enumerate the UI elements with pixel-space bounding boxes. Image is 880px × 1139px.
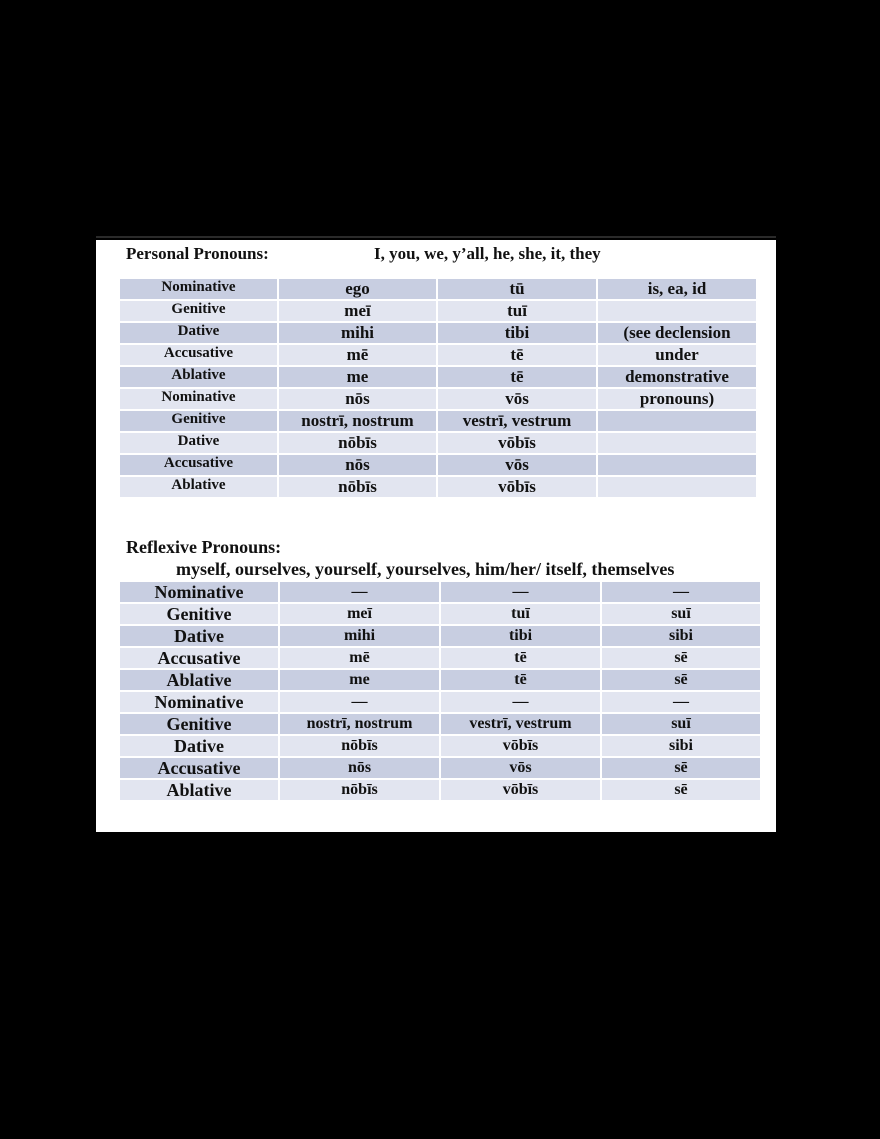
case-label-cell: Ablative (119, 779, 279, 801)
table-row (119, 735, 761, 757)
top-rule (96, 236, 776, 238)
pronoun-cell: pronouns) (597, 388, 757, 410)
table-row (119, 581, 761, 603)
pronoun-cell: me (278, 366, 437, 388)
table-row (119, 647, 761, 669)
pronoun-cell: vōbīs (440, 735, 601, 757)
pronoun-cell: mē (278, 344, 437, 366)
pronoun-cell: nōbīs (279, 735, 440, 757)
table-row (119, 779, 761, 801)
case-label-cell: Dative (119, 322, 278, 344)
pronoun-cell: nōs (278, 388, 437, 410)
pronoun-cell (597, 300, 757, 322)
pronoun-cell: sibi (601, 625, 761, 647)
pronoun-cell: tē (437, 344, 597, 366)
case-label-cell: Accusative (119, 647, 279, 669)
pronoun-cell (597, 432, 757, 454)
pronoun-cell: mē (279, 647, 440, 669)
table-row (119, 625, 761, 647)
case-label-cell: Dative (119, 625, 279, 647)
pronoun-cell: nostrī, nostrum (278, 410, 437, 432)
case-label-cell: Dative (119, 735, 279, 757)
pronoun-cell: tē (440, 647, 601, 669)
case-label-cell: Nominative (119, 278, 278, 300)
pronoun-cell (597, 410, 757, 432)
reflexive-pronouns-title: Reflexive Pronouns: (126, 537, 282, 557)
pronoun-cell: tē (437, 366, 597, 388)
case-label-cell: Ablative (119, 476, 278, 498)
case-label-cell: Accusative (119, 454, 278, 476)
personal-pronouns-table (118, 277, 758, 499)
pronoun-cell: nōbīs (278, 432, 437, 454)
pronoun-cell: — (279, 581, 440, 603)
pronoun-cell: meī (279, 603, 440, 625)
table-row (119, 713, 761, 735)
pronoun-cell: vōs (440, 757, 601, 779)
pronoun-cell: vōbīs (440, 779, 601, 801)
case-label-cell: Nominative (119, 691, 279, 713)
case-label-cell: Accusative (119, 757, 279, 779)
table-row (119, 432, 757, 454)
pronoun-cell: tuī (440, 603, 601, 625)
pronoun-cell (597, 476, 757, 498)
pronoun-cell: suī (601, 713, 761, 735)
case-label-cell: Accusative (119, 344, 278, 366)
pronoun-cell: tibi (440, 625, 601, 647)
pronoun-cell: meī (278, 300, 437, 322)
pronoun-cell: sē (601, 647, 761, 669)
pronoun-cell: nostrī, nostrum (279, 713, 440, 735)
pronoun-cell: tibi (437, 322, 597, 344)
table-row (119, 366, 757, 388)
pronoun-cell: — (601, 691, 761, 713)
case-label-cell: Nominative (119, 581, 279, 603)
reflexive-pronouns-table (118, 580, 762, 802)
pronoun-cell: — (440, 581, 601, 603)
case-label-cell: Ablative (119, 366, 278, 388)
case-label-cell: Dative (119, 432, 278, 454)
pronoun-cell: vōs (437, 454, 597, 476)
pronoun-cell: mihi (278, 322, 437, 344)
pronoun-cell: vestrī, vestrum (437, 410, 597, 432)
pronoun-cell: vestrī, vestrum (440, 713, 601, 735)
table-row (119, 322, 757, 344)
case-label-cell: Genitive (119, 713, 279, 735)
pronoun-cell: tū (437, 278, 597, 300)
pronoun-cell: sē (601, 757, 761, 779)
pronoun-cell: (see declension (597, 322, 757, 344)
table-row (119, 454, 757, 476)
table-row (119, 603, 761, 625)
pronoun-cell: nōs (278, 454, 437, 476)
pronoun-cell: tē (440, 669, 601, 691)
pronoun-cell: vōbīs (437, 432, 597, 454)
table-row (119, 691, 761, 713)
pronoun-cell: — (601, 581, 761, 603)
pronoun-cell (597, 454, 757, 476)
pronoun-cell: tuī (437, 300, 597, 322)
pronoun-cell: under (597, 344, 757, 366)
table-row (119, 757, 761, 779)
case-label-cell: Genitive (119, 300, 278, 322)
table-row (119, 344, 757, 366)
pronoun-cell: sibi (601, 735, 761, 757)
table-row (119, 669, 761, 691)
pronoun-cell: demonstrative (597, 366, 757, 388)
reflexive-pronouns-subtitle: myself, ourselves, yourself, yourselves, him/her/ itself, themselves (176, 559, 675, 579)
pronoun-cell: is, ea, id (597, 278, 757, 300)
pronoun-cell: — (440, 691, 601, 713)
pronoun-cell: mihi (279, 625, 440, 647)
pronoun-cell: ego (278, 278, 437, 300)
personal-pronouns-title: Personal Pronouns: (126, 244, 269, 263)
pronoun-cell: sē (601, 669, 761, 691)
pronoun-cell: nōbīs (278, 476, 437, 498)
table-row (119, 388, 757, 410)
case-label-cell: Genitive (119, 410, 278, 432)
pronoun-cell: vōs (437, 388, 597, 410)
table-row (119, 300, 757, 322)
case-label-cell: Nominative (119, 388, 278, 410)
pronoun-cell: sē (601, 779, 761, 801)
personal-pronouns-subtitle: I, you, we, y’all, he, she, it, they (374, 244, 601, 263)
case-label-cell: Genitive (119, 603, 279, 625)
pronoun-cell: suī (601, 603, 761, 625)
table-row (119, 476, 757, 498)
table-row (119, 278, 757, 300)
pronoun-cell: nōbīs (279, 779, 440, 801)
pronoun-cell: — (279, 691, 440, 713)
pronoun-cell: me (279, 669, 440, 691)
pronoun-cell: nōs (279, 757, 440, 779)
table-row (119, 410, 757, 432)
document-page (96, 240, 776, 832)
case-label-cell: Ablative (119, 669, 279, 691)
personal-pronouns-heading (126, 244, 601, 264)
pronoun-cell: vōbīs (437, 476, 597, 498)
